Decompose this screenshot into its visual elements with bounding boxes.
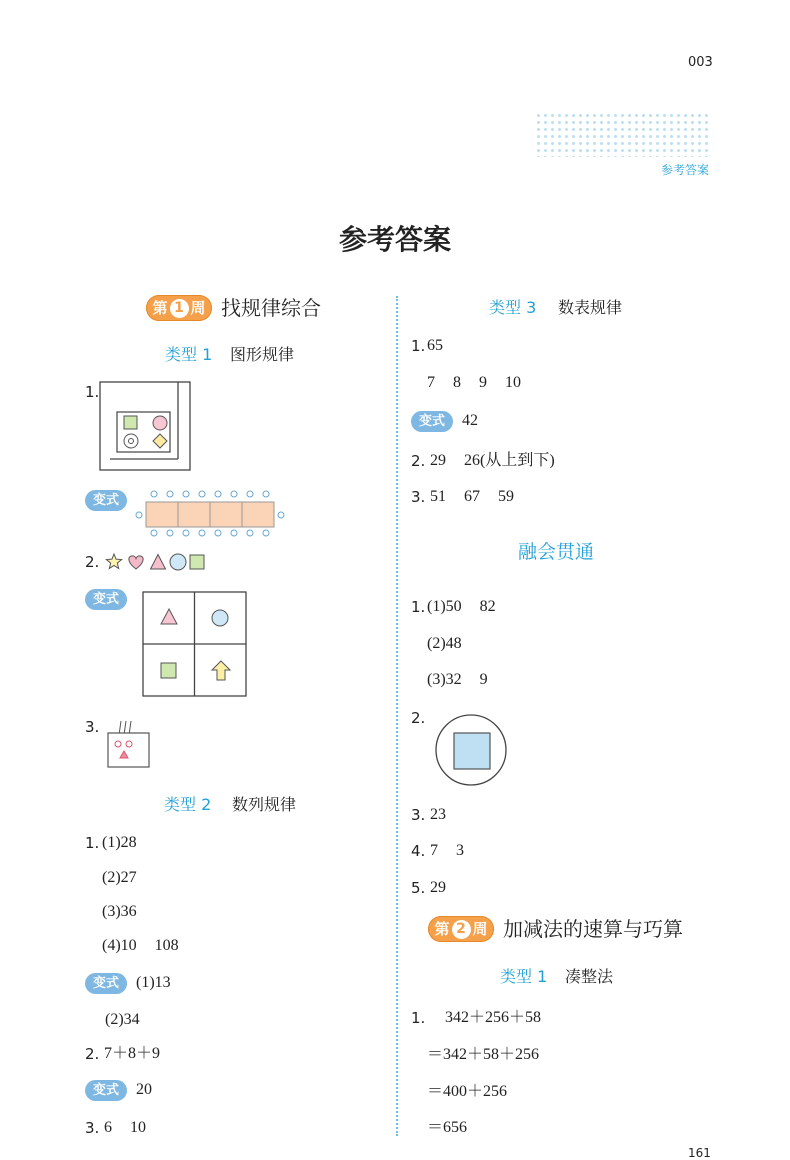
answer-text: 7 8 9 10 [427,374,521,391]
variant-badge: 变式 [85,973,127,994]
answer-text: (4)10 108 [102,937,179,954]
seat-icon [167,491,173,497]
week-badge-prefix: 第 [152,299,168,317]
eye-circle-icon [126,741,132,747]
variant-badge: 变式 [85,490,127,511]
question-number: 2. [411,452,426,470]
page-title: 参考答案 [338,223,451,256]
type-1-label: 类型 1 [165,345,213,364]
eye-circle-icon [115,741,121,747]
shape-sequence-answer [104,551,208,573]
type-3-label: 类型 3 [489,298,537,317]
week-1-title: 找规律综合 [221,296,321,320]
seat-icon [151,530,157,536]
calculation-step: ＝400＋256 [427,1083,508,1100]
seat-icon [136,512,142,518]
week-badge-prefix: 第 [434,920,450,938]
question-number: 4. [411,842,426,860]
type-1-name: 图形规律 [230,345,295,364]
footer-page-number: 161 [688,1146,711,1160]
seat-icon [199,491,205,497]
type-2-name: 数列规律 [232,795,297,814]
seat-icon [167,530,173,536]
seat-icon [247,530,253,536]
answer-text: (1)13 [136,974,171,991]
type-3-name: 数表规律 [558,298,623,317]
table-cell [178,502,210,527]
pattern-answer-figure-1 [98,380,194,472]
table-cell [210,502,242,527]
question-number: 3. [85,1119,100,1137]
circle-icon [153,416,167,430]
circle-icon [170,554,186,570]
page-number: 003 [688,55,713,70]
answer-text: 7＋8＋9 [104,1045,161,1062]
question-number: 1. [85,834,100,852]
square-icon [161,663,176,678]
robot-face-answer [104,718,154,770]
table-arrangement-figure [135,488,287,538]
shape-grid-answer [142,591,248,698]
week-1-badge [146,295,212,321]
answer-text: (3)36 [102,903,137,920]
question-number: 3. [85,718,100,736]
calculation-step: ＝342＋58＋256 [427,1046,540,1063]
week-badge-suffix: 周 [190,299,206,317]
seat-icon [183,491,189,497]
question-number: 1. [411,1009,426,1027]
seat-icon [183,530,189,536]
answer-text: (1)50 82 [427,598,496,615]
question-number: 1. [85,383,100,401]
answer-text: 7 3 [430,842,464,859]
column-divider [396,296,398,1136]
week-badge-number: 2 [452,920,471,939]
type-1-name: 凑整法 [565,967,614,986]
inner-square-icon [454,733,490,769]
question-number: 2. [85,553,100,571]
seat-icon [263,530,269,536]
answer-text: 29 26(从上到下) [430,452,555,469]
seat-icon [215,491,221,497]
section-label: 参考答案 [660,163,709,177]
answer-text: 20 [136,1081,152,1098]
seat-icon [263,491,269,497]
table-cell [242,502,274,527]
seat-icon [231,491,237,497]
question-number: 2. [411,709,426,727]
variant-badge: 变式 [411,411,453,432]
question-number: 3. [411,488,426,506]
seat-icon [231,530,237,536]
question-number: 1. [411,337,426,355]
answer-text: (2)48 [427,635,462,652]
answer-text: 29 [430,879,446,896]
week-2-title: 加减法的速算与巧算 [503,917,683,941]
table-cell [146,502,178,527]
circle-square-answer [434,713,508,787]
answer-text: 23 [430,806,446,823]
calculation-step: ＝656 [427,1119,468,1136]
dot-pattern-decoration [535,112,710,157]
answer-text: (2)27 [102,869,137,886]
week-badge-number: 1 [170,299,189,318]
heart-icon [129,556,143,569]
seat-icon [215,530,221,536]
calculation-step: 342＋256＋58 [445,1009,542,1026]
seat-icon [278,512,284,518]
seat-icon [199,530,205,536]
circle-icon [212,610,228,626]
question-number: 1. [411,598,426,616]
variant-badge: 变式 [85,589,127,610]
answer-text: 42 [462,412,478,429]
seat-icon [247,491,253,497]
type-1-label: 类型 1 [500,967,548,986]
triangle-icon [151,555,166,570]
star-icon [106,554,121,568]
answer-text: 51 67 59 [430,488,514,505]
variant-badge: 变式 [85,1080,127,1101]
week-2-badge [428,916,494,942]
question-number: 5. [411,879,426,897]
answer-text: (1)28 [102,834,137,851]
answer-text: 65 [427,337,443,354]
square-icon [124,416,137,429]
target-dot-icon [129,439,134,444]
answer-text: (2)34 [105,1011,140,1028]
seat-icon [151,491,157,497]
face-box [108,733,149,767]
week-badge-suffix: 周 [472,920,488,938]
question-number: 3. [411,806,426,824]
answer-text: (3)32 9 [427,671,488,688]
type-2-label: 类型 2 [164,795,212,814]
question-number: 2. [85,1045,100,1063]
review-heading: 融会贯通 [518,541,595,563]
answer-text: 6 10 [104,1119,146,1136]
square-icon [190,555,204,569]
